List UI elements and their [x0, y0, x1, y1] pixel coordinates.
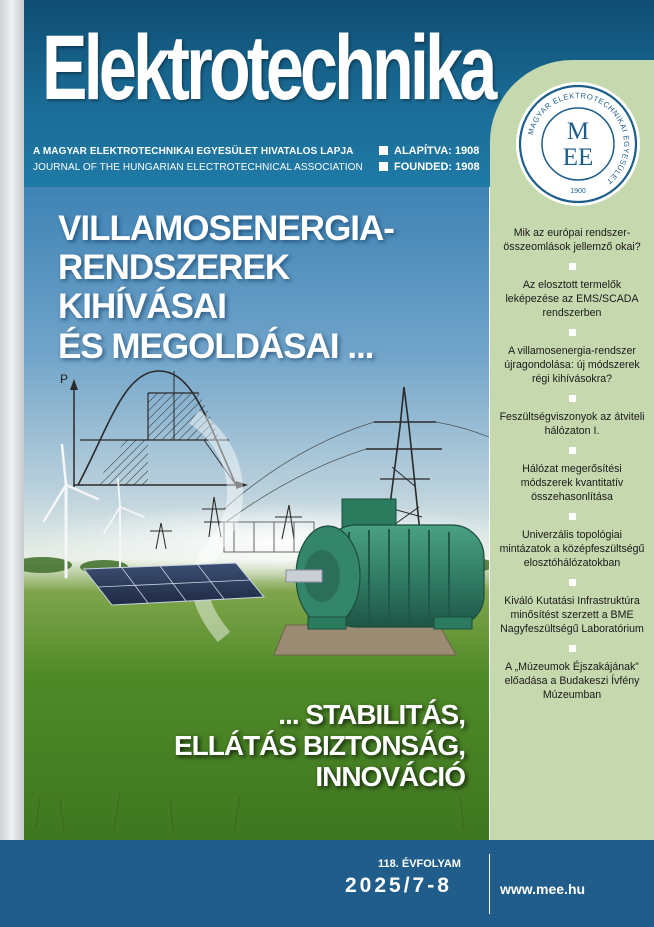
- volume-label: 118. ÉVFOLYAM: [378, 858, 461, 870]
- square-bullet-icon: [379, 146, 388, 155]
- toc-separator-icon: [569, 513, 576, 520]
- issue-number: 2025/7-8: [345, 874, 452, 897]
- toc-separator-icon: [569, 329, 576, 336]
- toc-item[interactable]: Kiváló Kutatási Infrastruktúra minősítést szerzett a BME Nagyfeszültségű Laboratórium: [500, 595, 644, 635]
- cover-tagline: [174, 700, 465, 792]
- toc-item[interactable]: A villamosenergia-rendszer újragondolása: új módszerek régi kihívásokra?: [504, 345, 640, 385]
- founded-english: [379, 161, 480, 173]
- toc-separator-icon: [569, 645, 576, 652]
- power-curve-diagram: [70, 371, 248, 489]
- mee-logo-icon: [514, 80, 642, 208]
- diagram-axis-label: P: [60, 372, 69, 386]
- footer-band: [0, 840, 654, 927]
- website-link[interactable]: www.mee.hu: [500, 881, 586, 897]
- toc-separator-icon: [569, 579, 576, 586]
- founded-hungarian-text: ALAPÍTVA: 1908: [394, 145, 480, 157]
- footer-divider: [489, 854, 490, 914]
- cover-tagline-line: INNOVÁCIÓ: [315, 760, 465, 792]
- toc-item[interactable]: Hálózat megerősítési módszerek kvantitatív összehasonlítása: [520, 463, 624, 503]
- square-bullet-icon: [379, 162, 388, 171]
- cover-headline-line: RENDSZEREK: [58, 248, 290, 288]
- table-of-contents: [490, 226, 654, 702]
- founded-english-text: FOUNDED: 1908: [394, 161, 480, 173]
- toc-item[interactable]: A „Múzeumok Éjszakájának” előadása a Budakeszi Ívfény Múzeumban: [504, 661, 640, 701]
- cover-tagline-line: ELLÁTÁS BIZTONSÁG,: [173, 729, 465, 761]
- toc-separator-icon: [569, 447, 576, 454]
- masthead-title: Elektrotechnika: [42, 17, 494, 119]
- cover-illustration: [24, 187, 489, 840]
- logo-initials-ee: EE: [562, 144, 594, 171]
- cover-headline-line: VILLAMOSENERGIA-: [58, 209, 394, 248]
- toc-separator-icon: [569, 263, 576, 270]
- cover-tagline-line: ... STABILITÁS,: [278, 699, 465, 730]
- logo-year: 1900: [570, 188, 586, 195]
- founded-hungarian: [379, 145, 479, 157]
- solar-panel-icon: [84, 563, 264, 605]
- logo-initial-m: M: [566, 118, 590, 145]
- cover-headline-line: ÉS MEGOLDÁSAI ...: [58, 326, 374, 366]
- toc-item[interactable]: Univerzális topológiai mintázatok a középfeszültségű elosztóhálózatokban: [499, 529, 645, 569]
- spine-strip: [0, 0, 24, 840]
- toc-separator-icon: [569, 395, 576, 402]
- subtitle-english: JOURNAL OF THE HUNGARIAN ELECTROTECHNICAL ASSOCIATION: [33, 162, 363, 173]
- cover-headline: [58, 209, 394, 366]
- logo-ring-textpath: MAGYAR ELEKTROTECHNIKAI EGYESÜLET: [525, 90, 632, 187]
- toc-item[interactable]: Mik az európai rendszer-összeomlások jellemző okai?: [503, 227, 641, 253]
- cover-headline-line: KIHÍVÁSAI: [58, 287, 226, 327]
- grass-foreground: [36, 793, 464, 833]
- subtitle-hungarian: A MAGYAR ELEKTROTECHNIKAI EGYESÜLET HIVATALOS LAPJA: [33, 146, 354, 157]
- toc-item[interactable]: Az elosztott termelők leképezése az EMS/SCADA rendszerben: [505, 279, 639, 319]
- toc-item[interactable]: Feszültségviszonyok az átviteli hálózaton I.: [499, 411, 645, 437]
- contents-sidebar: [490, 60, 654, 840]
